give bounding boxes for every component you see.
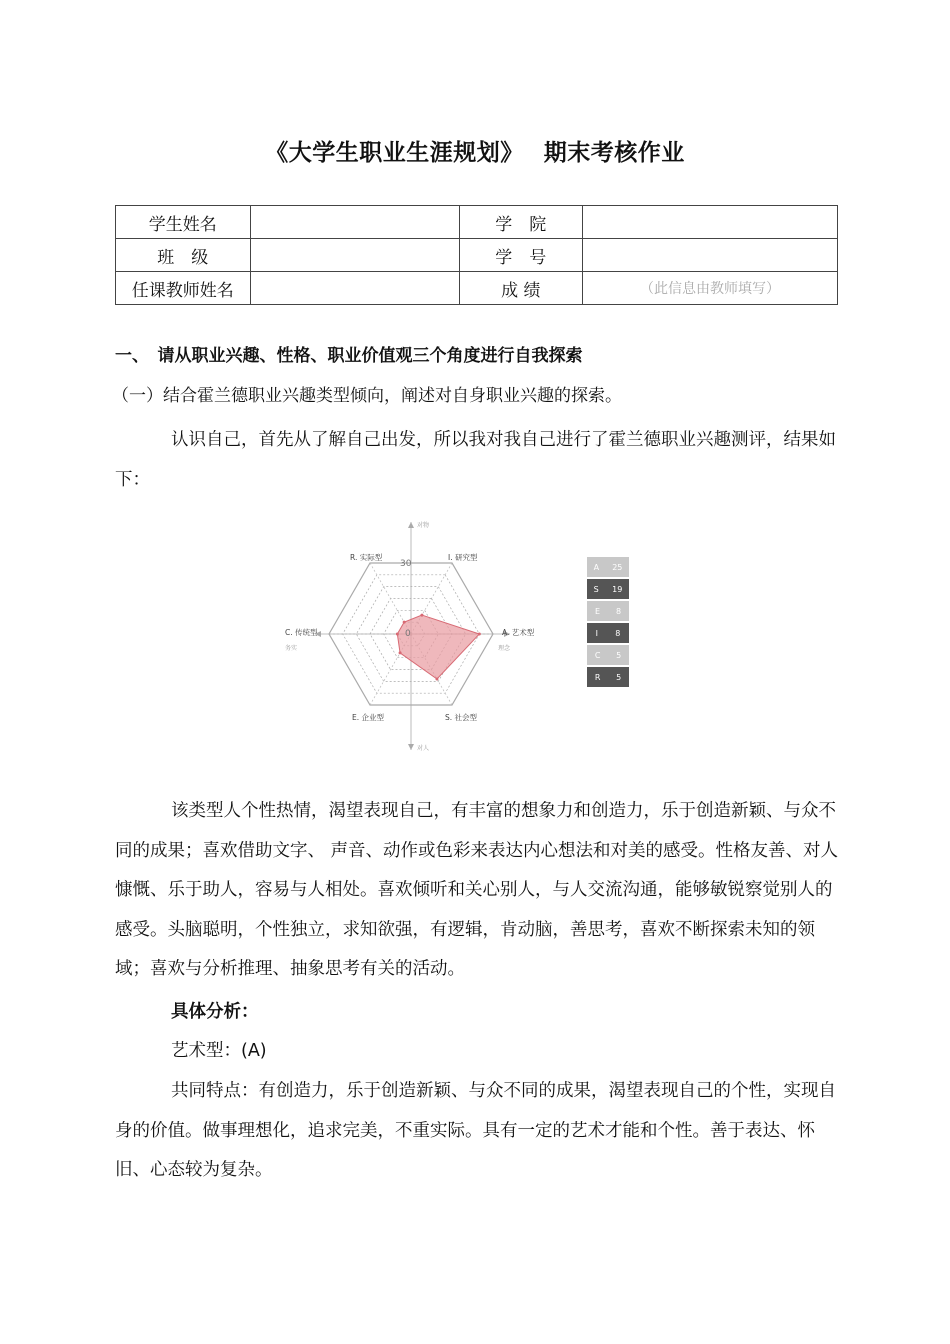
axis-end-label-bottom: 对人: [417, 745, 430, 752]
legend-code: A: [593, 562, 600, 572]
radar-data-area: [397, 615, 479, 679]
axis-label: A. 艺术型: [502, 628, 535, 637]
radar-marks: [285, 521, 535, 752]
legend-item: [587, 601, 629, 621]
student-name-label: 学生姓名: [116, 206, 251, 239]
info-table: [115, 205, 838, 305]
legend-code: S: [593, 584, 599, 594]
radar-data-point: [403, 621, 406, 624]
student-name-field[interactable]: [250, 206, 459, 239]
radar-data-point: [435, 677, 438, 680]
table-row: [116, 272, 838, 305]
axis-label: R. 实际型: [350, 553, 383, 562]
radar-data-point: [399, 651, 402, 654]
axis-end-label-right: 理念: [498, 645, 511, 652]
axis-end-label-left: 务实: [285, 645, 298, 652]
legend-code: I: [595, 628, 598, 638]
table-row: [116, 239, 838, 272]
radar-data-point: [396, 633, 399, 636]
score-label: 成 绩: [459, 272, 583, 305]
legend-score: 8: [615, 628, 621, 638]
legend-score: 25: [612, 562, 623, 572]
legend-code: C: [594, 650, 601, 660]
tick-label-zero: 0: [405, 629, 411, 639]
legend-score: 8: [615, 606, 622, 616]
score-legend: [587, 557, 629, 689]
legend-score: 5: [616, 672, 622, 682]
axis-arrow-bottom: [408, 744, 414, 750]
score-note: （此信息由教师填写）: [583, 272, 838, 305]
student-id-label: 学 号: [459, 239, 583, 272]
page-title: [0, 134, 950, 167]
description-paragraph: 该类型人个性热情，渴望表现自己，有丰富的想象力和创造力，乐于创造新颖、与众不同的成果；喜欢借助文字、 声音、动作或色彩来表达内心想法和对美的感受。性格友善、对人慷慨、乐于助人，容易与人相处。喜欢倾听和关心别人，与人交流沟通，能够敏锐察觉别人的感受。头脑聪明，个性独立，求知欲强，有逻辑，肯动脑，善思考，喜欢不断探索未知的领域；喜欢与分析推理、抽象思考有关的活动。: [115, 801, 839, 979]
legend-item: [587, 579, 629, 599]
title-main: 《大学生职业生涯规划》: [265, 140, 524, 166]
axis-end-label-top: 对物: [417, 522, 430, 529]
axis-label: E. 企业型: [352, 713, 385, 722]
legend-item: [587, 557, 629, 577]
title-sub: 期末考核作业: [543, 140, 685, 166]
college-field[interactable]: [583, 206, 838, 239]
legend-score: 5: [616, 650, 622, 660]
teacher-label: 任课教师姓名: [116, 272, 251, 305]
section-heading: 一、 请从职业兴趣、性格、职业价值观三个角度进行自我探索: [115, 346, 583, 366]
college-label: 学 院: [459, 206, 583, 239]
class-field[interactable]: [250, 239, 459, 272]
axis-label: S. 社会型: [445, 713, 478, 722]
class-label: 班 级: [116, 239, 251, 272]
legend-score: 19: [612, 584, 623, 594]
legend-item: [587, 667, 629, 687]
legend-code: E: [594, 606, 601, 616]
student-id-field[interactable]: [583, 239, 838, 272]
radar-data-point: [478, 633, 481, 636]
subsection-heading: （一）结合霍兰德职业兴趣类型倾向，阐述对自身职业兴趣的探索。: [112, 386, 622, 406]
analysis-heading: 具体分析：: [171, 1002, 259, 1022]
table-row: [116, 206, 838, 239]
type-label: 艺术型：(A): [171, 1041, 267, 1061]
legend-code: R: [594, 672, 601, 682]
common-traits-paragraph: 共同特点：有创造力，乐于创造新颖、与众不同的成果，渴望表现自己的个性，实现自身的价值。做事理想化，追求完美，不重实际。具有一定的艺术才能和个性。善于表达、怀旧、心态较为复杂。: [115, 1081, 836, 1180]
intro-paragraph: 认识自己，首先从了解自己出发，所以我对我自己进行了霍兰德职业兴趣测评，结果如下：: [115, 430, 836, 490]
tick-label-max: 30: [400, 559, 412, 569]
radar-data-point: [420, 614, 423, 617]
axis-label: I. 研究型: [448, 553, 478, 562]
legend-item: [587, 623, 629, 643]
axis-arrow-top: [408, 522, 414, 528]
axis-label: C. 传统型: [285, 628, 318, 637]
legend-item: [587, 645, 629, 665]
teacher-field[interactable]: [250, 272, 459, 305]
